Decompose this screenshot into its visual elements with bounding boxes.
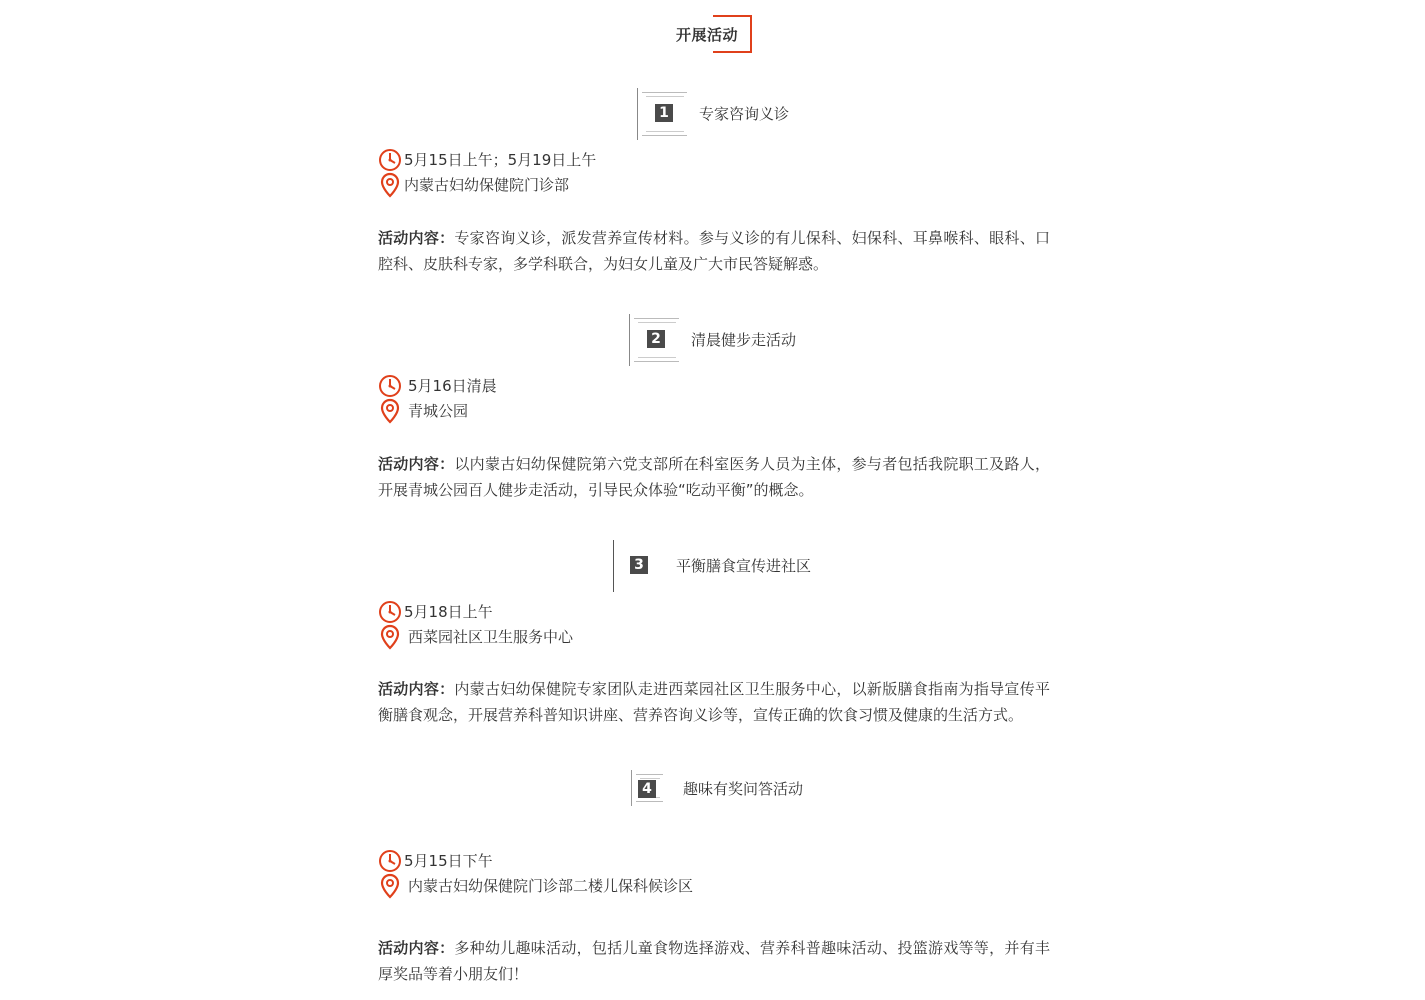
- description-text: 多种幼儿趣味活动，包括儿童食物选择游戏、营养科普趣味活动、投篮游戏等等，并有丰厚奖品等着小朋友们！: [378, 939, 1050, 983]
- map-pin-icon: [378, 398, 408, 424]
- vertical-divider: [613, 540, 614, 592]
- clock-icon: [378, 148, 404, 172]
- clock-icon: [378, 600, 404, 624]
- event-location: 内蒙古妇幼保健院门诊部二楼儿保科候诊区: [408, 877, 694, 895]
- time-row: [378, 374, 497, 398]
- section-number-badge: 2: [647, 330, 665, 348]
- clock-icon: [378, 849, 404, 873]
- event-location: 西菜园社区卫生服务中心: [408, 628, 574, 646]
- activity-description: [378, 676, 1050, 728]
- time-row: [378, 600, 493, 624]
- description-text: 内蒙古妇幼保健院专家团队走进西菜园社区卫生服务中心，以新版膳食指南为指导宣传平衡膳食观念，开展营养科普知识讲座、营养咨询义诊等，宣传正确的饮食习惯及健康的生活方式。: [378, 680, 1050, 724]
- section-number-badge: 3: [630, 556, 648, 574]
- description-label: 活动内容：: [378, 229, 455, 247]
- time-row: [378, 148, 596, 172]
- section-number-badge: 4: [638, 780, 656, 798]
- event-time: 5月15日上午；5月19日上午: [404, 151, 597, 169]
- clock-icon: [378, 374, 408, 398]
- description-label: 活动内容：: [378, 680, 455, 698]
- description-text: 以内蒙古妇幼保健院第六党支部所在科室医务人员为主体，参与者包括我院职工及路人，开展青城公园百人健步走活动，引导民众体验“吃动平衡”的概念。: [378, 455, 1050, 499]
- event-time: 5月16日清晨: [408, 377, 497, 395]
- page-title: 开展活动: [676, 26, 739, 44]
- description-label: 活动内容：: [378, 939, 455, 957]
- section-title: 趣味有奖问答活动: [683, 780, 804, 798]
- map-pin-icon: [378, 873, 408, 899]
- activity-description: [378, 935, 1050, 987]
- activity-description: [378, 451, 1050, 503]
- event-time: 5月15日下午: [404, 852, 493, 870]
- section-header-3: [620, 540, 840, 592]
- section-title: 专家咨询义诊: [699, 105, 790, 123]
- activity-description: [378, 225, 1050, 277]
- event-location: 青城公园: [408, 402, 469, 420]
- section-title: 平衡膳食宣传进社区: [676, 557, 812, 575]
- section-header-2: [629, 314, 849, 366]
- section-header-1: [637, 88, 837, 140]
- map-pin-icon: [378, 172, 404, 198]
- description-label: 活动内容：: [378, 455, 455, 473]
- map-pin-icon: [378, 624, 408, 650]
- location-row: [378, 399, 468, 423]
- location-row: [378, 625, 573, 649]
- description-text: 专家咨询义诊，派发营养宣传材料。参与义诊的有儿保科、妇保科、耳鼻喉科、眼科、口腔科、皮肤科专家，多学科联合，为妇女儿童及广大市民答疑解惑。: [378, 229, 1050, 273]
- location-row: [378, 874, 693, 898]
- event-time: 5月18日上午: [404, 603, 493, 621]
- section-title: 清晨健步走活动: [691, 331, 797, 349]
- section-number-badge: 1: [655, 104, 673, 122]
- section-header-4: [631, 770, 831, 822]
- location-row: [378, 173, 569, 197]
- time-row: [378, 849, 493, 873]
- event-location: 内蒙古妇幼保健院门诊部: [404, 176, 570, 194]
